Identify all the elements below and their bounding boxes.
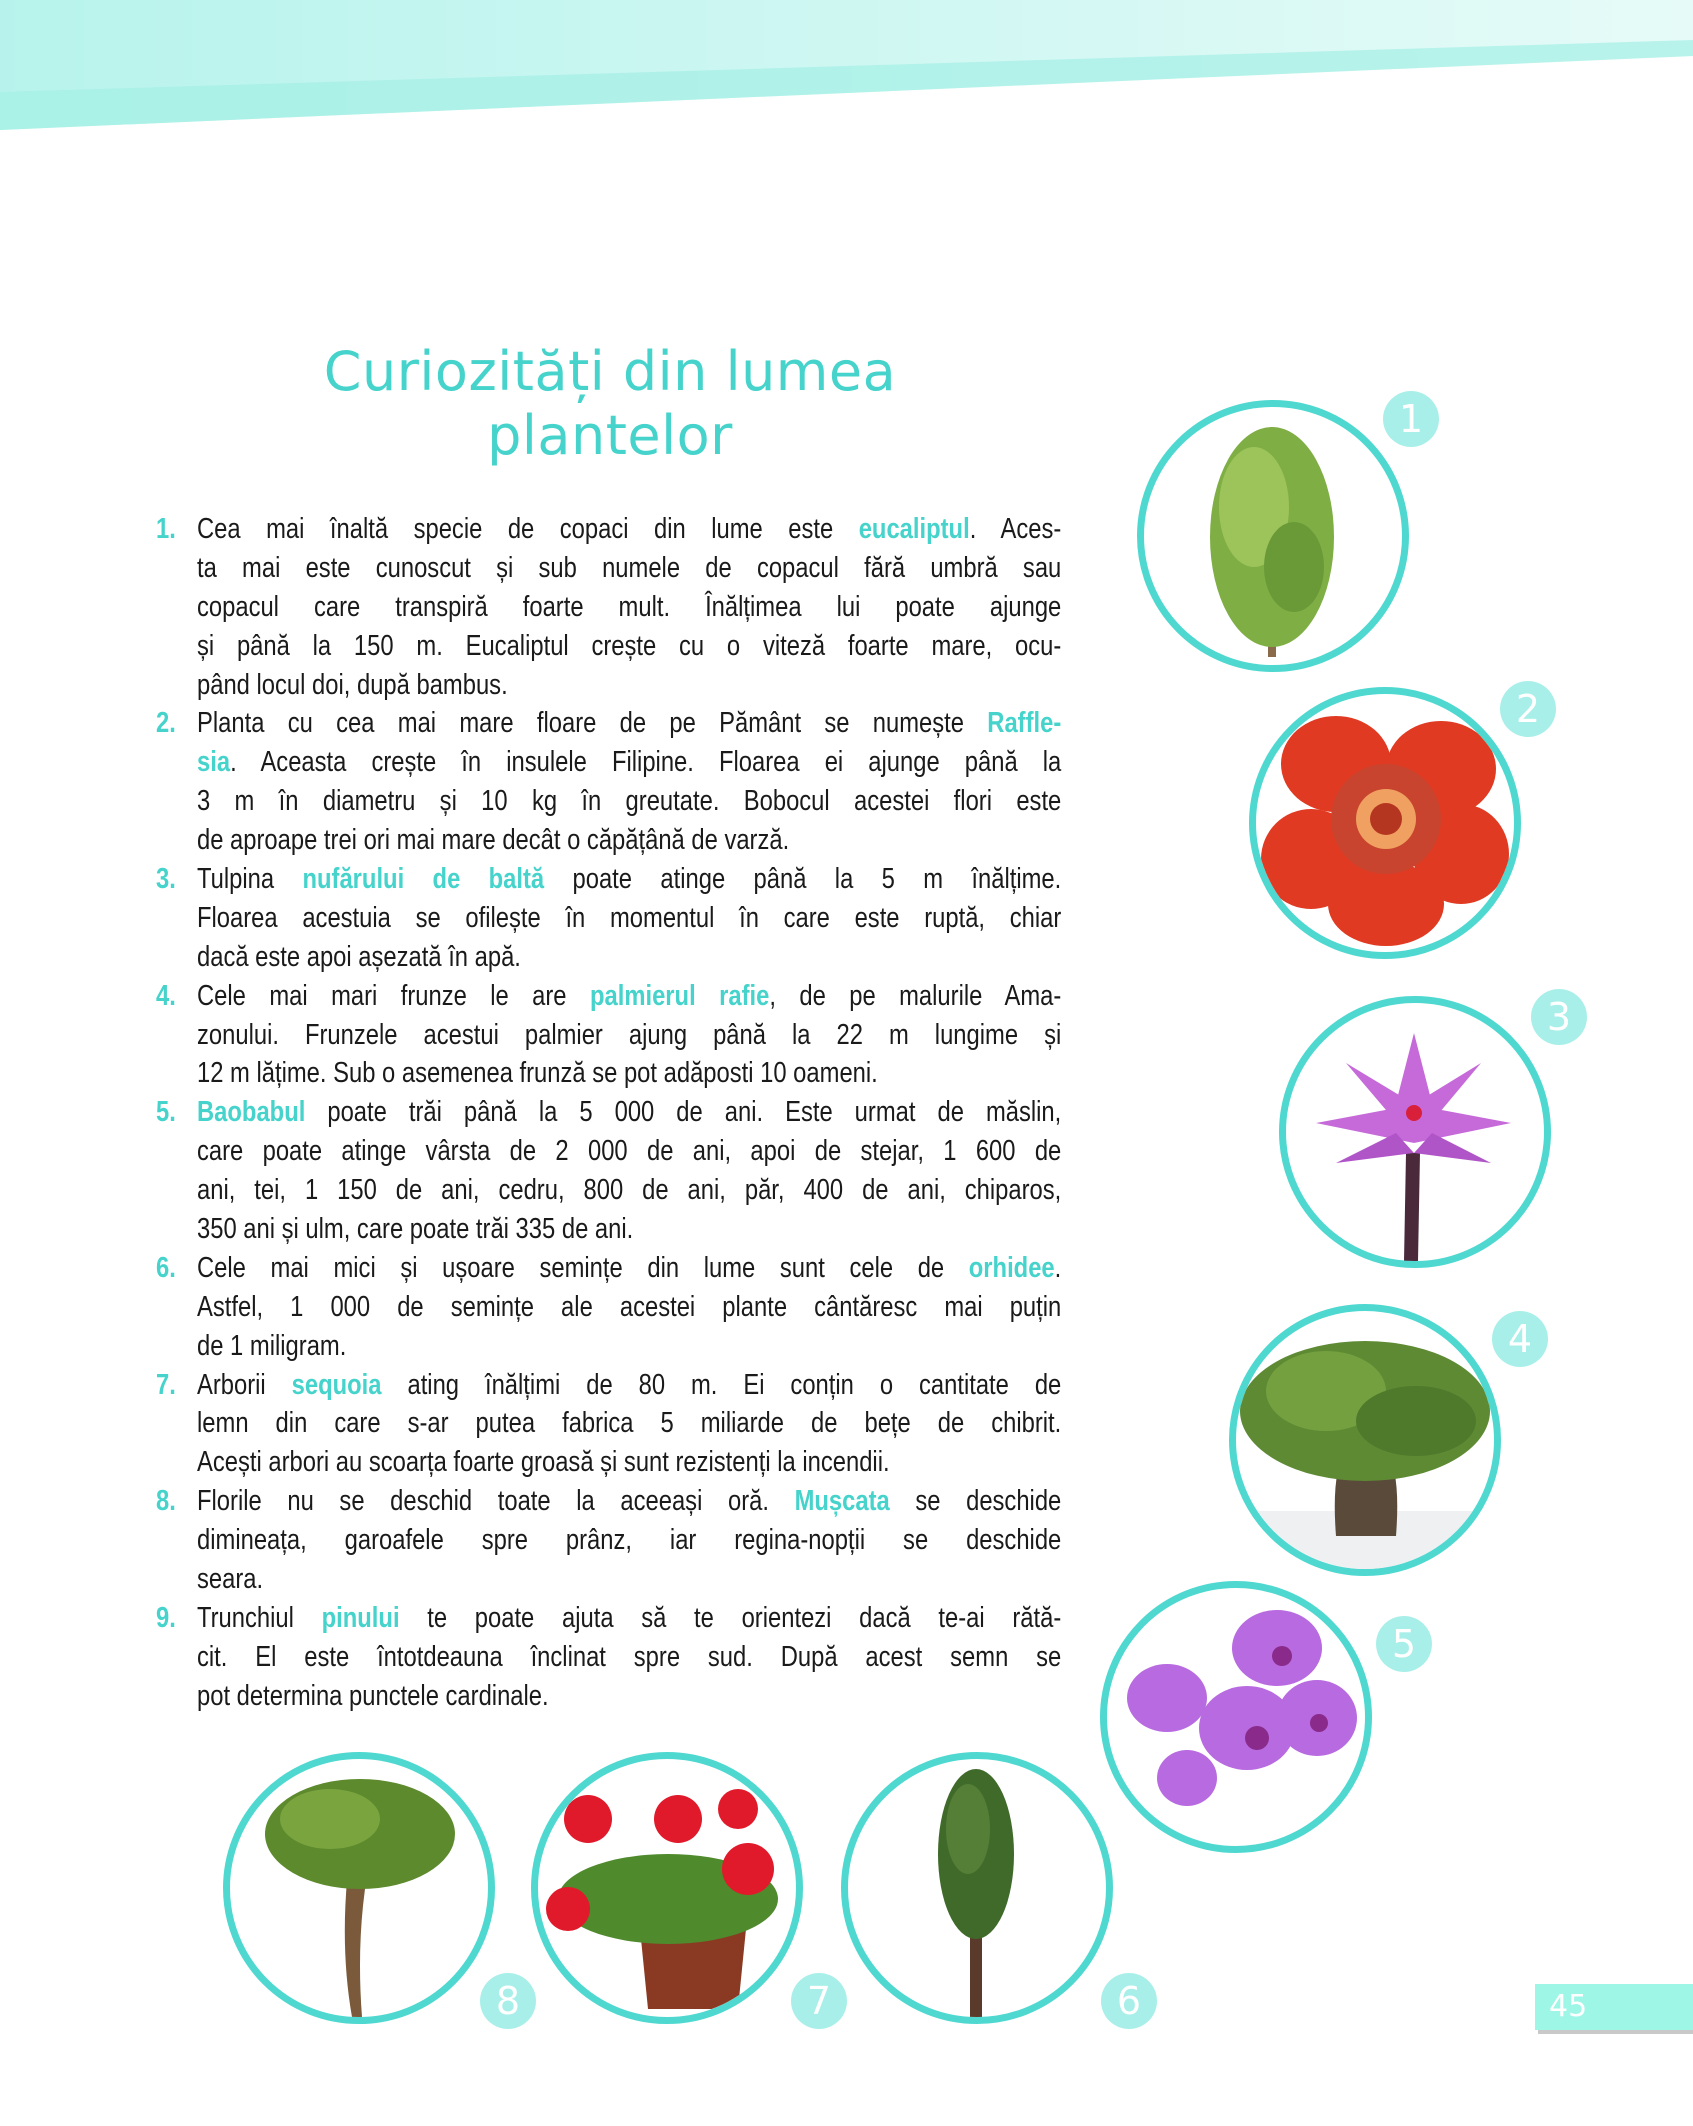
text-segment: Acești arbori au scoarța foarte groasă și sunt rezistenți la incendii. [197, 1446, 890, 1479]
text-segment: . Aces- [969, 513, 1062, 545]
list-item-line [156, 1521, 1061, 1560]
highlighted-plant-name: Raffle- [987, 707, 1062, 740]
list-item-line [156, 1210, 1061, 1249]
list-item-line [156, 899, 1061, 938]
text-segment: . [1054, 1251, 1062, 1284]
list-item-line [156, 1482, 1061, 1521]
text-segment: ani, tei, 1 150 de ani, cedru, 800 de ani, păr, 400 de ani, chiparos, [197, 1174, 1062, 1207]
picture-badge: 5 [1376, 1616, 1432, 1672]
picture-5-orchid [1100, 1581, 1372, 1853]
text-segment: cit. El este întotdeauna înclinat spre sud. După acest semn se [197, 1640, 1062, 1673]
list-item-line [156, 1288, 1061, 1327]
list-item-line [156, 1366, 1061, 1405]
text-segment: de aproape trei ori mai mare decât o căpățână de varză. [197, 824, 790, 857]
text-segment: Planta cu cea mai mare floare de pe Pământ se numește [197, 707, 988, 740]
text-segment: pot determina punctele cardinale. [197, 1679, 549, 1712]
picture-2-rafflesia [1249, 687, 1521, 959]
text-segment: pând locul doi, după bambus. [197, 668, 508, 701]
highlighted-plant-name: eucaliptul [858, 513, 970, 545]
picture-badge: 6 [1101, 1973, 1157, 2029]
list-item-line [156, 1638, 1061, 1677]
geranium-pot-icon [538, 1759, 796, 2017]
text-segment: Astfel, 1 000 de semințe ale acestei plante cântăresc mai puțin [197, 1290, 1062, 1323]
list-item-line [156, 1171, 1061, 1210]
list-item-number: 8. [156, 1485, 176, 1518]
text-segment: . Aceasta crește în insulele Filipine. Floarea ei ajunge până la [230, 746, 1062, 779]
picture-4-baobab [1229, 1304, 1501, 1576]
list-item-line [156, 1404, 1061, 1443]
picture-7-geranium [531, 1752, 803, 2024]
text-segment: Florile nu se deschid toate la aceeași oră. [197, 1485, 795, 1518]
highlighted-plant-name: Mușcata [794, 1485, 890, 1518]
highlighted-plant-name: sia [197, 746, 231, 779]
text-segment: 3 m în diametru și 10 kg în greutate. Bobocul acestei flori este [197, 785, 1062, 818]
page-title-line-2: plantelor [487, 404, 733, 467]
page-title-line-1: Curiozități din lumea [323, 340, 897, 403]
list-item-line [156, 1249, 1061, 1288]
text-segment: 350 ani și ulm, care poate trăi 335 de ani. [197, 1213, 634, 1246]
list-item-line [156, 1443, 1061, 1482]
text-segment: Arborii [197, 1368, 292, 1401]
list-item-line [156, 1327, 1061, 1366]
list-item-number: 1. [156, 513, 176, 545]
text-segment: ta mai este cunoscut și sub numele de copacul fără umbră sau [197, 551, 1062, 584]
list-item-line [156, 627, 1061, 666]
text-segment: , de pe malurile Ama- [769, 979, 1062, 1012]
list-item-line [156, 510, 1061, 549]
picture-badge: 7 [791, 1973, 847, 2029]
list-item-line [156, 1054, 1061, 1093]
list-item-line [156, 743, 1061, 782]
text-segment: seara. [197, 1563, 264, 1596]
text-segment: poate trăi până la 5 000 de ani. Este urmat de măslin, [305, 1096, 1062, 1129]
header-band [0, 0, 1693, 140]
list-item-number: 6. [156, 1251, 176, 1284]
pine-tree-icon [230, 1759, 488, 2017]
text-segment: se deschide [889, 1485, 1062, 1518]
picture-badge: 2 [1500, 681, 1556, 737]
orchid-icon [1107, 1588, 1365, 1846]
list-item-line [156, 1560, 1061, 1599]
list-item-number: 4. [156, 979, 176, 1012]
list-item-line [156, 977, 1061, 1016]
highlighted-plant-name: Baobabul [197, 1096, 306, 1129]
sequoia-tree-icon [848, 1759, 1106, 2017]
picture-8-pine [223, 1752, 495, 2024]
text-segment: te poate ajuta să te orientezi dacă te-ai rătă- [399, 1601, 1062, 1634]
list-item-line [156, 1132, 1061, 1171]
text-segment: lemn din care s-ar putea fabrica 5 miliarde de bețe de chibrit. [197, 1407, 1062, 1440]
text-segment: care poate atinge vârsta de 2 000 de ani, apoi de stejar, 1 600 de [197, 1135, 1062, 1168]
text-segment: Tulpina [197, 863, 303, 896]
curiosities-list [156, 510, 1061, 1716]
picture-6-sequoia [841, 1752, 1113, 2024]
list-item-number: 7. [156, 1368, 176, 1401]
text-segment: Cele mai mici și ușoare semințe din lume sunt cele de [197, 1251, 969, 1284]
text-segment: dimineața, garoafele spre prânz, iar regina-nopții se deschide [197, 1524, 1062, 1557]
baobab-tree-icon [1236, 1311, 1494, 1569]
list-item-line [156, 782, 1061, 821]
text-segment: zonului. Frunzele acestui palmier ajung până la 22 m lungime și [197, 1018, 1062, 1051]
text-segment: ating înălțimi de 80 m. Ei conțin o cantitate de [381, 1368, 1062, 1401]
text-segment: de 1 miligram. [197, 1329, 347, 1362]
list-item-number: 2. [156, 707, 176, 740]
list-item-line [156, 938, 1061, 977]
list-item-line [156, 1599, 1061, 1638]
picture-badge: 1 [1383, 391, 1439, 447]
text-segment: poate atinge până la 5 m înălțime. [544, 863, 1062, 896]
list-item-line [156, 588, 1061, 627]
text-segment: Cea mai înaltă specie de copaci din lume este [197, 513, 859, 545]
list-item-number: 5. [156, 1096, 176, 1129]
highlighted-plant-name: nufărului de baltă [302, 863, 545, 896]
list-item-line [156, 1093, 1061, 1132]
picture-badge: 3 [1531, 989, 1587, 1045]
highlighted-plant-name: orhidee [968, 1251, 1055, 1284]
text-segment: și până la 150 m. Eucaliptul crește cu o viteză foarte mare, ocu- [197, 629, 1062, 662]
water-lily-icon [1286, 1003, 1544, 1261]
text-segment: Cele mai mari frunze le are [197, 979, 590, 1012]
list-item-line [156, 704, 1061, 743]
highlighted-plant-name: palmierul rafie [589, 979, 770, 1012]
highlighted-plant-name: sequoia [291, 1368, 382, 1401]
list-item-line [156, 1016, 1061, 1055]
picture-1-eucalyptus [1137, 400, 1409, 672]
text-segment: Floarea acestuia se ofilește în momentul în care este ruptă, chiar [197, 901, 1062, 934]
highlighted-plant-name: pinului [321, 1601, 400, 1634]
list-item-line [156, 1677, 1061, 1716]
list-item-number: 3. [156, 863, 176, 896]
list-item-line [156, 666, 1061, 705]
picture-badge: 8 [480, 1973, 536, 2029]
text-segment: copacul care transpiră foarte mult. Înălțimea lui poate ajunge [197, 590, 1062, 623]
eucalyptus-tree-icon [1144, 407, 1402, 665]
list-item-line [156, 860, 1061, 899]
page-number: 45 [1535, 1984, 1693, 2030]
rafflesia-flower-icon [1256, 694, 1514, 952]
text-segment: Trunchiul [197, 1601, 322, 1634]
list-item-line [156, 821, 1061, 860]
picture-badge: 4 [1492, 1311, 1548, 1367]
list-item-line [156, 549, 1061, 588]
list-item-number: 9. [156, 1601, 176, 1634]
picture-3-water-lily [1279, 996, 1551, 1268]
text-segment: dacă este apoi așezată în apă. [197, 940, 521, 973]
text-segment: 12 m lățime. Sub o asemenea frunză se pot adăposti 10 oameni. [197, 1057, 878, 1090]
page-title [260, 340, 960, 468]
